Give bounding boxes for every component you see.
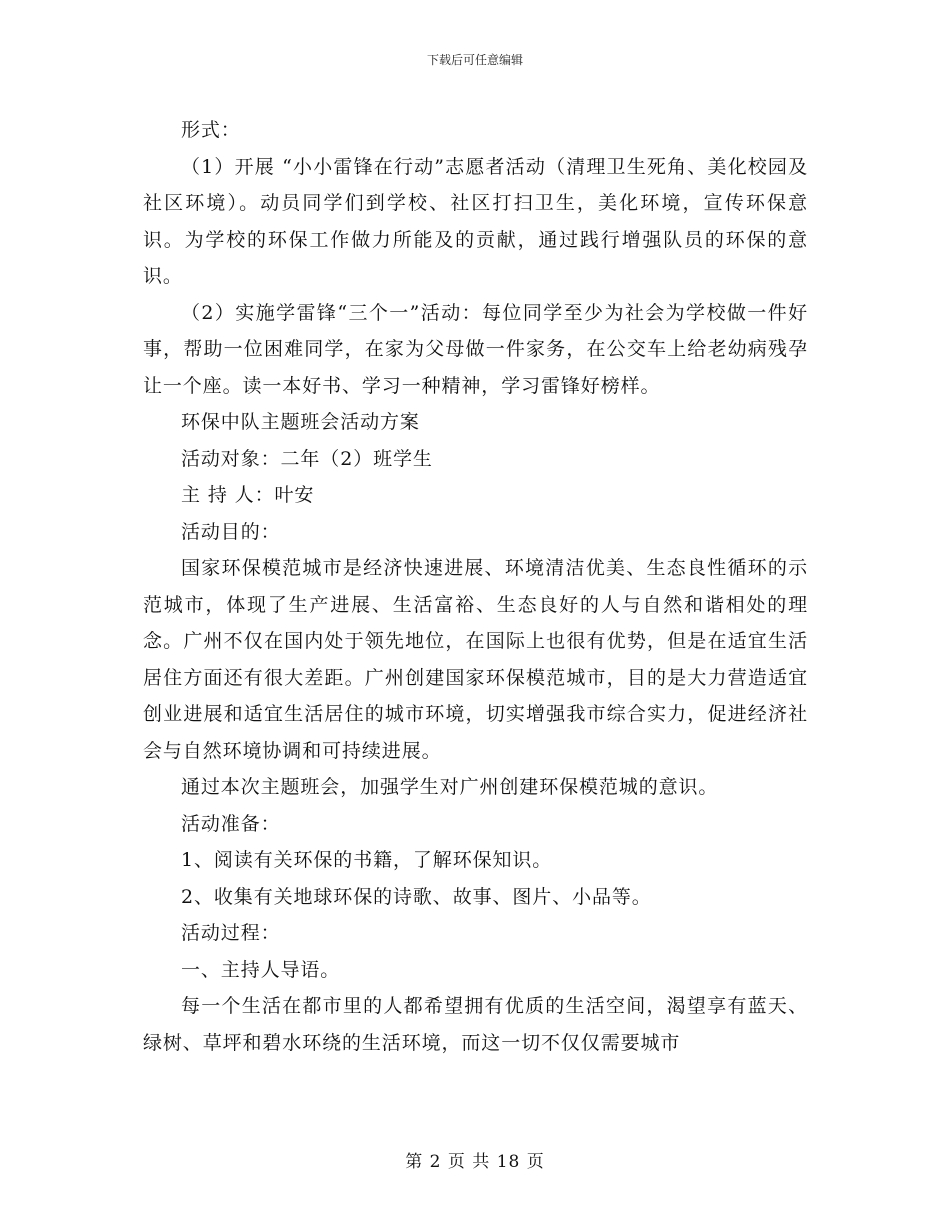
paragraph-purpose-label: 活动目的： <box>181 520 281 543</box>
paragraph-activity-target: 活动对象：二年（2）班学生 <box>181 447 433 470</box>
paragraph-form-label: 形式： <box>181 119 241 141</box>
page-number-footer: 第 2 页 共 18 页 <box>405 1152 545 1172</box>
page-header: 下载后可任意编辑 <box>426 53 523 67</box>
paragraph-host: 主 持 人：叶安 <box>181 484 315 506</box>
paragraph-activity-2: （2）实施学雷锋“三个一”活动：每位同学至少为社会为学校做一件好事，帮助一位困难同学，在家为父母做一件家务，在公交车上给老幼病残孕让一个座。读一本好书、学习一种精神，学习雷锋好榜样。 <box>143 301 808 397</box>
paragraph-process-body: 每一个生活在都市里的人都希望拥有优质的生活空间，渴望享有蓝天、绿树、草坪和碧水环绕的生活环境，而这一切不仅仅需要城市 <box>143 995 808 1054</box>
paragraph-process-step-1: 一、主持人导语。 <box>181 958 341 981</box>
paragraph-preparation-label: 活动准备： <box>181 812 281 835</box>
paragraph-activity-1: （1）开展 “小小雷锋在行动”志愿者活动（清理卫生死角、美化校园及社区环境）。动员同学们到学校、社区打扫卫生，美化环境，宣传环保意识。为学校的环保工作做力所能及的贡献，通过践行增强队员的环保的意识。 <box>143 155 808 287</box>
paragraph-preparation-1: 1、阅读有关环保的书籍，了解环保知识。 <box>181 849 553 871</box>
paragraph-preparation-2: 2、收集有关地球环保的诗歌、故事、图片、小品等。 <box>181 885 652 908</box>
paragraph-plan-title: 环保中队主题班会活动方案 <box>181 411 420 433</box>
paragraph-purpose-summary: 通过本次主题班会，加强学生对广州创建环保模范城的意识。 <box>181 776 719 798</box>
document-body <box>143 112 808 1061</box>
paragraph-purpose-body: 国家环保模范城市是经济快速进展、环境清洁优美、生态良性循环的示范城市，体现了生产进展、生活富裕、生态良好的人与自然和谐相处的理念。广州不仅在国内处于领先地位，在国际上也很有优势，但是在适宜生活居住方面还有很大差距。广州创建国家环保模范城市，目的是大力营造适宜创业进展和适宜生活居住的城市环境，切实增强我市综合实力，促进经济社会与自然环境协调和可持续进展。 <box>143 557 808 762</box>
paragraph-process-label: 活动过程： <box>181 922 281 944</box>
